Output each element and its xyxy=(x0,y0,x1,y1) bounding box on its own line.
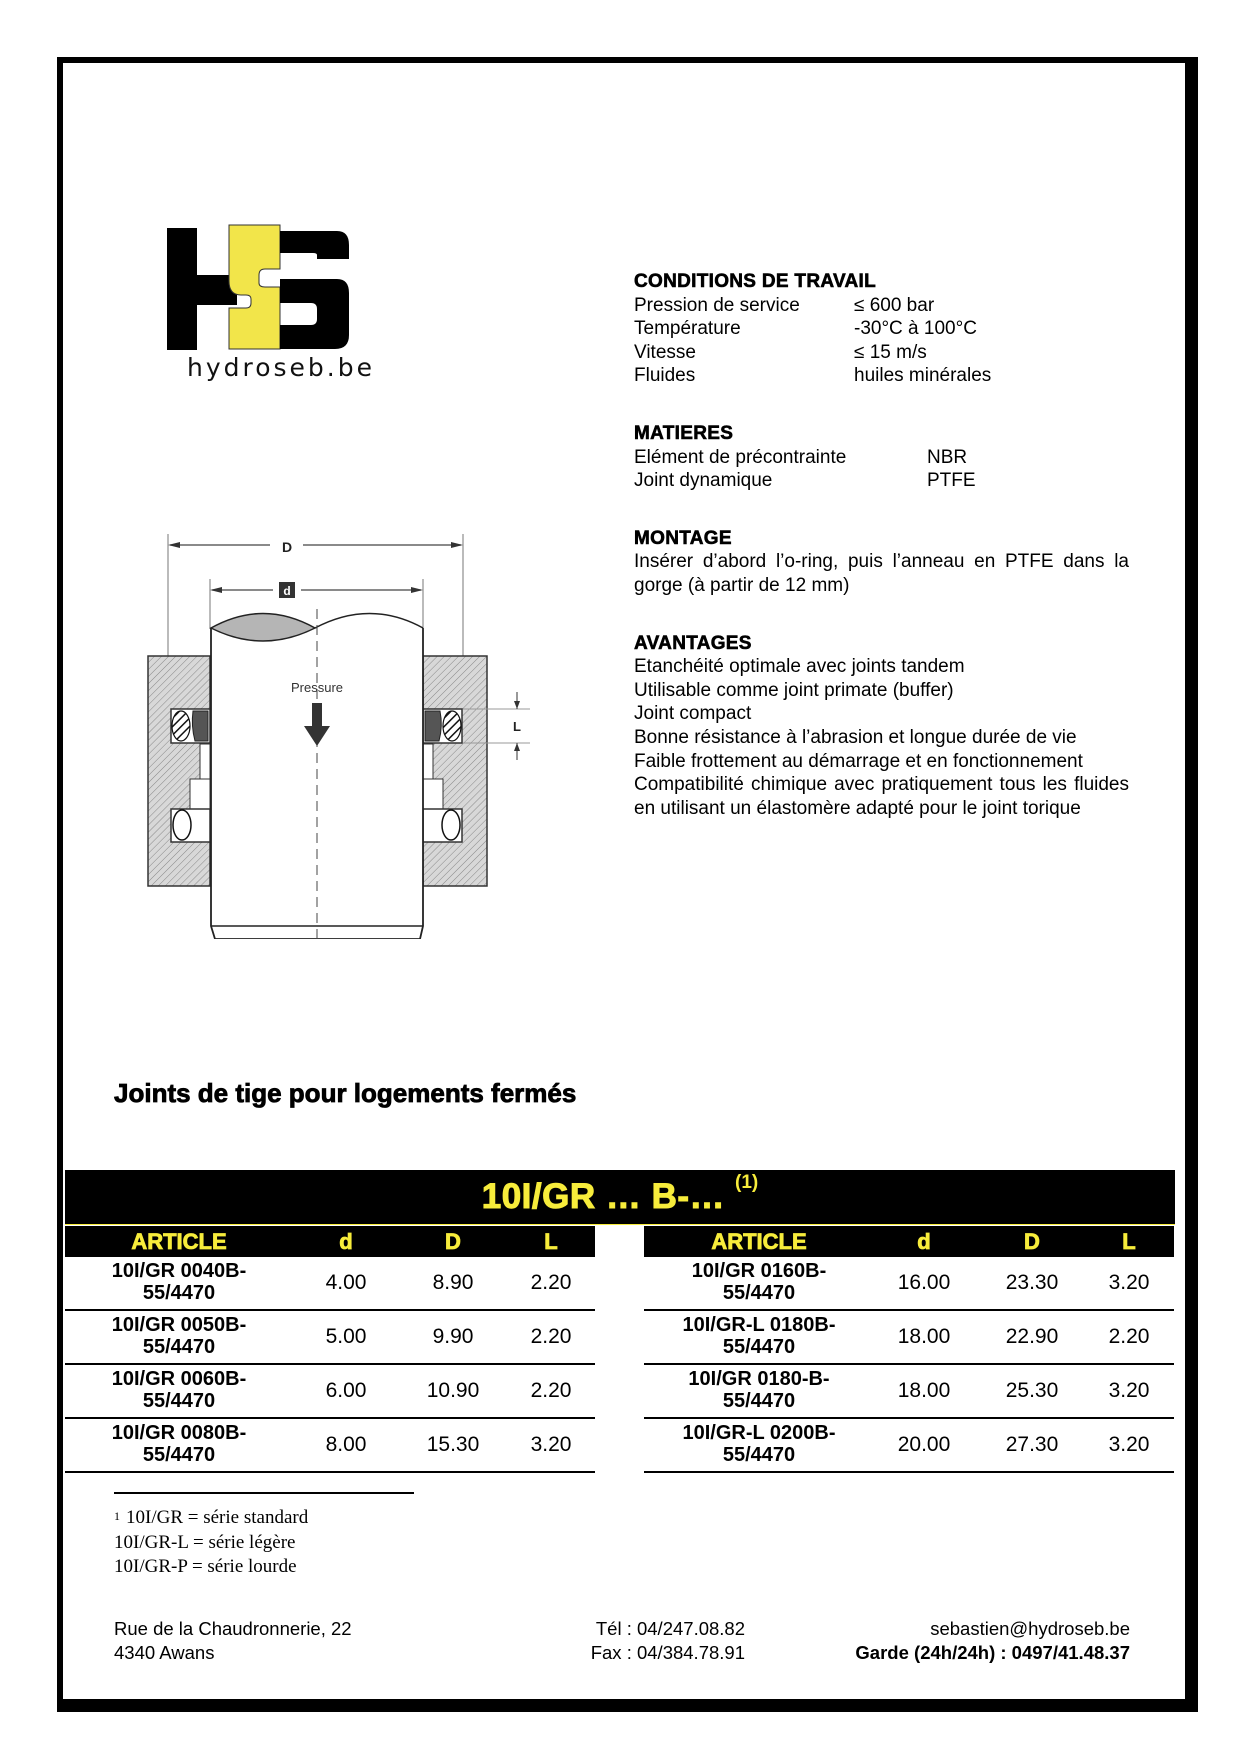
cell-L: 3.20 xyxy=(1108,1433,1150,1456)
seal-cross-section-diagram xyxy=(145,524,530,939)
cell-d: 18.00 xyxy=(897,1325,951,1348)
condition-label: Vitesse xyxy=(634,341,696,363)
article-suffix: 55/4470 xyxy=(142,1444,216,1466)
condition-row xyxy=(634,364,1129,388)
condition-value: -30°C à 100°C xyxy=(854,318,977,340)
footnote-text: 10I/GR = série standard xyxy=(126,1507,309,1528)
cell-D: 27.30 xyxy=(1005,1433,1059,1456)
table-row xyxy=(644,1311,1174,1365)
material-label: Elément de précontrainte xyxy=(634,446,847,468)
table-header xyxy=(65,1226,595,1257)
pressure-label: Pressure xyxy=(290,680,344,695)
header-d: d xyxy=(917,1229,931,1254)
conditions-title: CONDITIONS DE TRAVAIL xyxy=(634,271,877,292)
address-line-1: Rue de la Chaudronnerie, 22 xyxy=(114,1618,352,1639)
article-suffix: 55/4470 xyxy=(722,1390,796,1412)
footnote-line: 10I/GR-P = série lourde xyxy=(114,1556,297,1577)
material-value: PTFE xyxy=(927,470,976,492)
cell-L: 2.20 xyxy=(530,1271,572,1294)
cell-D: 15.30 xyxy=(426,1433,480,1456)
header-article: ARTICLE xyxy=(711,1229,807,1254)
dimension-d-label: d xyxy=(283,584,291,598)
condition-label: Pression de service xyxy=(634,294,800,316)
condition-row xyxy=(634,341,1129,365)
cell-d: 6.00 xyxy=(325,1379,367,1402)
article-cell xyxy=(692,1260,827,1304)
article-cell xyxy=(112,1314,247,1358)
table-title-band xyxy=(65,1170,1175,1224)
article-code: 10I/GR-L 0200B- xyxy=(682,1422,836,1444)
dimension-D-label: D xyxy=(281,539,293,555)
table-row xyxy=(644,1257,1174,1311)
header-D: D xyxy=(1024,1229,1040,1254)
footer-address xyxy=(114,1617,352,1665)
advantage-item: Bonne résistance à l’abrasion et longue durée de vie xyxy=(634,726,1077,748)
cell-L: 2.20 xyxy=(530,1325,572,1348)
emergency-phone: Garde (24h/24h) : 0497/41.48.37 xyxy=(855,1642,1130,1663)
condition-label: Température xyxy=(634,318,741,340)
article-code: 10I/GR 0040B- xyxy=(111,1260,247,1282)
logo-site-text: hydroseb.be xyxy=(186,353,375,382)
footnote-marker: 1 xyxy=(114,1509,120,1523)
montage-title: MONTAGE xyxy=(634,527,732,549)
header-d: d xyxy=(339,1229,353,1254)
advantage-item: Etanchéité optimale avec joints tandem xyxy=(634,656,965,678)
band-divider xyxy=(65,1224,1175,1225)
article-cell xyxy=(112,1368,247,1412)
article-suffix: 55/4470 xyxy=(142,1336,216,1358)
article-suffix: 55/4470 xyxy=(722,1282,796,1304)
article-cell xyxy=(112,1422,247,1466)
cell-d: 16.00 xyxy=(897,1271,951,1294)
advantage-item: Joint compact xyxy=(634,703,752,725)
header-D: D xyxy=(445,1229,461,1254)
address-line-2: 4340 Awans xyxy=(114,1642,215,1663)
footnote xyxy=(114,1506,308,1580)
section-heading: Joints de tige pour logements fermés xyxy=(114,1078,577,1108)
article-suffix: 55/4470 xyxy=(142,1390,216,1412)
material-row xyxy=(634,469,1129,493)
matieres-title: MATIERES xyxy=(634,422,734,444)
advantage-item: Compatibilité chimique avec pratiquement tous les fluides en utilisant un élastomère adapté pour le joint torique xyxy=(634,774,1129,819)
hydroseb-logo xyxy=(167,223,395,389)
material-value: NBR xyxy=(927,446,968,468)
article-code: 10I/GR 0160B- xyxy=(691,1260,827,1282)
article-code: 10I/GR 0180-B- xyxy=(688,1368,830,1390)
article-code: 10I/GR-L 0180B- xyxy=(682,1314,836,1336)
footer-contact xyxy=(700,1617,1130,1665)
condition-value: ≤ 15 m/s xyxy=(854,341,927,363)
cell-D: 25.30 xyxy=(1005,1379,1059,1402)
table-header xyxy=(644,1226,1174,1257)
article-cell xyxy=(682,1422,835,1466)
dimension-L-label: L xyxy=(513,719,521,734)
header-L: L xyxy=(544,1229,558,1254)
articles-table-left xyxy=(65,1226,595,1473)
footnote-separator xyxy=(114,1492,414,1494)
fax-number: Fax : 04/384.78.91 xyxy=(590,1642,745,1663)
advantage-item: Faible frottement au démarrage et en fonctionnement xyxy=(634,750,1083,772)
table-title: 10I/GR … B-… xyxy=(481,1177,726,1216)
footnote-line xyxy=(114,1506,308,1531)
table-row xyxy=(65,1419,595,1473)
cell-L: 3.20 xyxy=(530,1433,572,1456)
cell-D: 10.90 xyxy=(426,1379,480,1402)
articles-table-right xyxy=(644,1226,1174,1473)
cell-L: 2.20 xyxy=(1108,1325,1150,1348)
email-link[interactable]: sebastien@hydroseb.be xyxy=(930,1618,1130,1639)
cell-d: 5.00 xyxy=(325,1325,367,1348)
montage-text: Insérer d’abord l’o-ring, puis l’anneau en PTFE dans la gorge (à partir de 12 mm) xyxy=(634,551,1129,596)
header-article: ARTICLE xyxy=(131,1229,227,1254)
material-row xyxy=(634,446,1129,470)
condition-label: Fluides xyxy=(634,365,696,387)
condition-value: ≤ 600 bar xyxy=(854,294,935,316)
article-cell xyxy=(112,1260,247,1304)
cell-D: 22.90 xyxy=(1005,1325,1059,1348)
cell-L: 3.20 xyxy=(1108,1379,1150,1402)
cell-d: 20.00 xyxy=(897,1433,951,1456)
specifications-block xyxy=(634,270,1129,820)
article-code: 10I/GR 0060B- xyxy=(111,1368,247,1390)
header-L: L xyxy=(1122,1229,1136,1254)
article-suffix: 55/4470 xyxy=(142,1282,216,1304)
table-title-footnote-ref: (1) xyxy=(735,1172,759,1193)
cell-D: 9.90 xyxy=(432,1325,474,1348)
table-row xyxy=(644,1365,1174,1419)
article-suffix: 55/4470 xyxy=(722,1444,796,1466)
article-code: 10I/GR 0080B- xyxy=(111,1422,247,1444)
material-label: Joint dynamique xyxy=(634,470,773,492)
cell-d: 18.00 xyxy=(897,1379,951,1402)
avantages-title: AVANTAGES xyxy=(634,632,752,654)
cell-L: 2.20 xyxy=(530,1379,572,1402)
cell-D: 23.30 xyxy=(1005,1271,1059,1294)
advantage-item: Utilisable comme joint primate (buffer) xyxy=(634,679,954,701)
condition-row xyxy=(634,317,1129,341)
cell-L: 3.20 xyxy=(1108,1271,1150,1294)
article-cell xyxy=(682,1314,835,1358)
cell-d: 8.00 xyxy=(325,1433,367,1456)
footnote-line: 10I/GR-L = série légère xyxy=(114,1531,296,1553)
article-cell xyxy=(688,1368,829,1412)
article-suffix: 55/4470 xyxy=(722,1336,796,1358)
cell-d: 4.00 xyxy=(325,1271,367,1294)
table-row xyxy=(65,1257,595,1311)
condition-value: huiles minérales xyxy=(854,365,992,387)
table-row xyxy=(644,1419,1174,1473)
table-row xyxy=(65,1311,595,1365)
condition-row xyxy=(634,294,1129,318)
cell-D: 8.90 xyxy=(432,1271,474,1294)
article-code: 10I/GR 0050B- xyxy=(111,1314,247,1336)
table-row xyxy=(65,1365,595,1419)
phone-number: Tél : 04/247.08.82 xyxy=(595,1618,745,1639)
